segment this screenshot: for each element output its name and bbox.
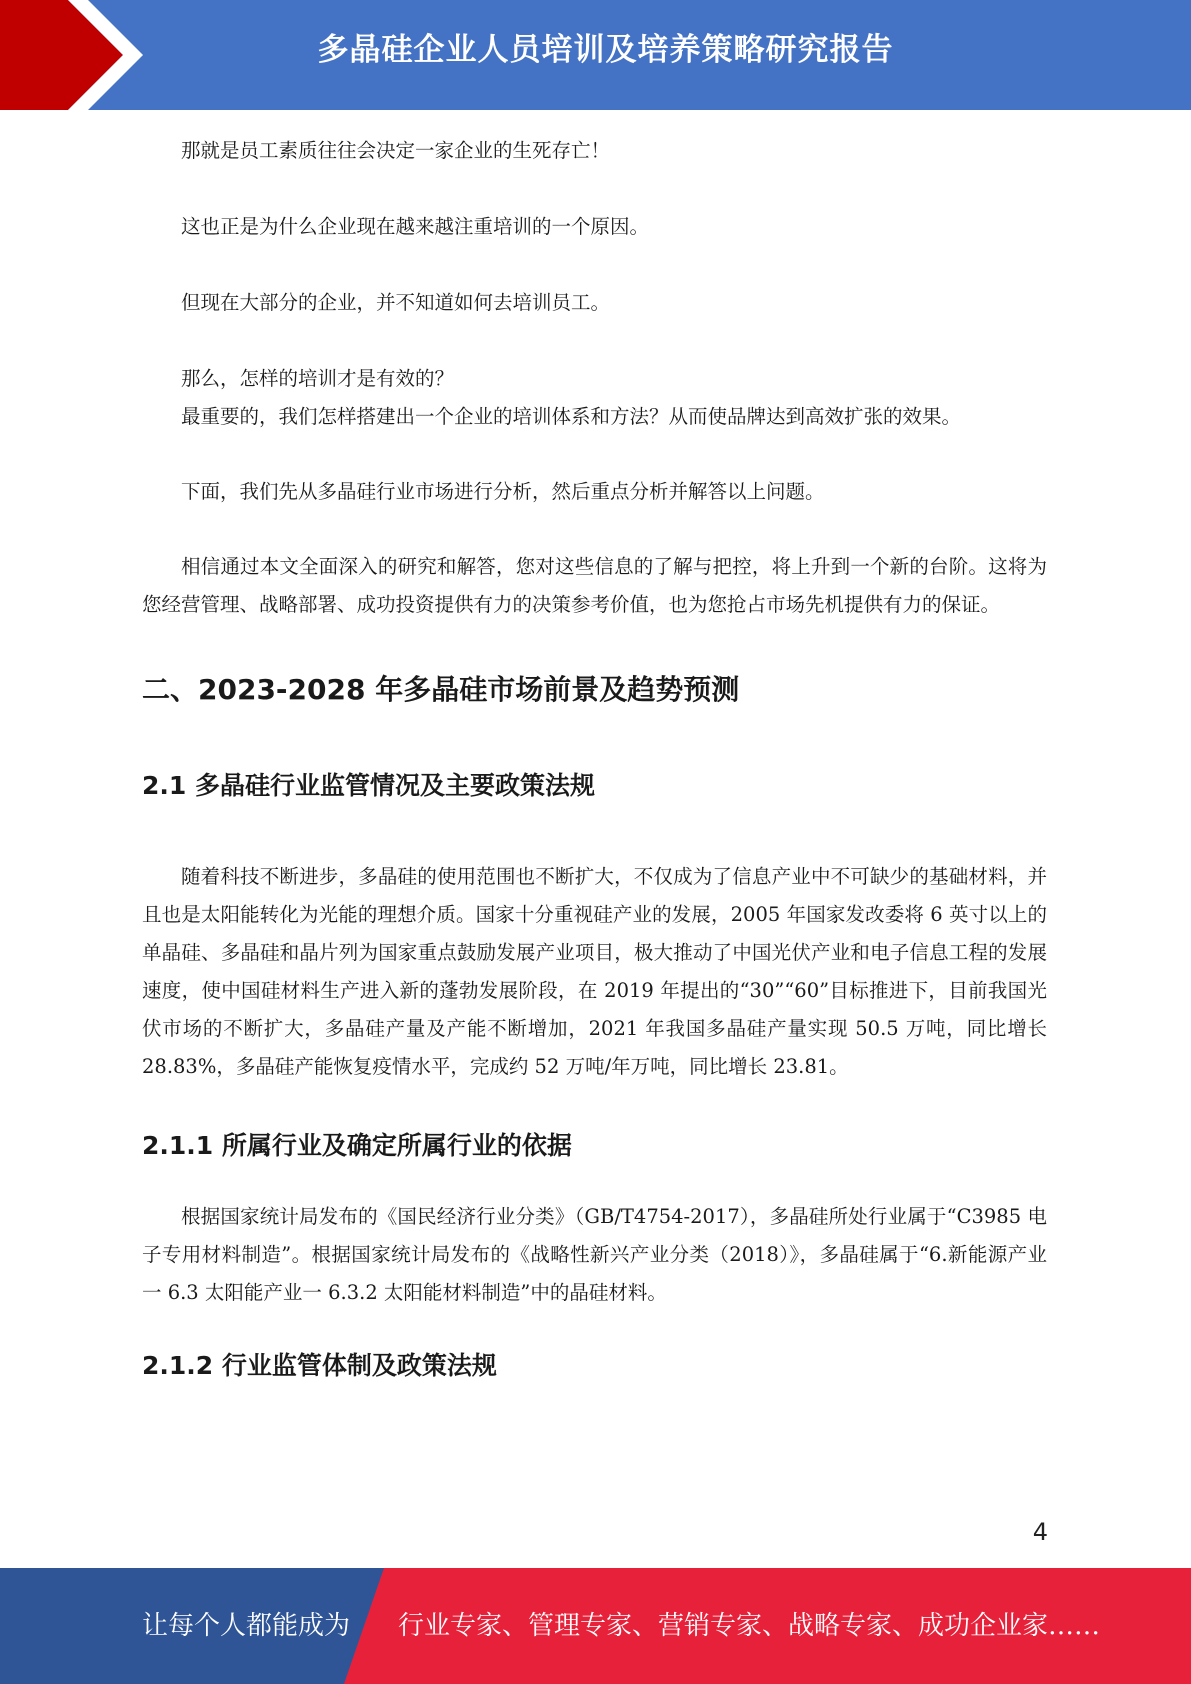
paragraph: 下面，我们先从多晶硅行业市场进行分析，然后重点分析并解答以上问题。 [181,480,825,503]
paragraph: 相信通过本文全面深入的研究和解答，您对这些信息的了解与把控，将上升到一个新的台阶。这将为您经营管理、战略部署、成功投资提供有力的决策参考价值，也为您抢占市场先机提供有力的保证。 [142,555,1047,616]
paragraph: 那就是员工素质往往会决定一家企业的生死存亡！ [181,139,611,162]
page-number: 4 [1032,1518,1048,1546]
paragraph: 随着科技不断进步，多晶硅的使用范围也不断扩大，不仅成为了信息产业中不可缺少的基础材料，并且也是太阳能转化为光能的理想介质。国家十分重视硅产业的发展，2005 年国家发改委将 6 英寸以上的单晶硅、多晶硅和晶片列为国家重点鼓励发展产业项目，极大推动了中国光伏产业和电子信息工程的发展速度，使中国硅材料生产进入新的蓬勃发展阶段，在 2019 年提出的“30”“60”目标推进下，目前我国光伏市场的不断扩大，多晶硅产量及产能不断增加，2021 年我国多晶硅产量实现 50.5 万吨，同比增长 28.83%，多晶硅产能恢复疫情水平，完成约 52 万吨/年万吨，同比增长 23.81。 [142,865,1047,1078]
paragraph: 根据国家统计局发布的《国民经济行业分类》（GB/T4754-2017），多晶硅所处行业属于“C3985 电子专用材料制造”。根据国家统计局发布的《战略性新兴产业分类（2018）》，多晶硅属于“6.新能源产业一 6.3 太阳能产业一 6.3.2 太阳能材料制造”中的晶硅材料。 [142,1205,1047,1304]
subsubsection-heading: 2.1.2 行业监管体制及政策法规 [142,1351,497,1380]
footer-slogan-right: 行业专家、管理专家、营销专家、战略专家、成功企业家…… [398,1611,1101,1641]
document-body [142,132,1047,1384]
document-title: 多晶硅企业人员培训及培养策略研究报告 [317,32,894,68]
paragraph: 那么，怎样的培训才是有效的？ [181,367,455,390]
subsection-heading: 2.1 多晶硅行业监管情况及主要政策法规 [142,771,595,800]
header-banner [0,0,1191,110]
footer-slogan-left: 让每个人都能成为 [142,1611,351,1641]
footer-banner [0,1568,1191,1684]
paragraph: 这也正是为什么企业现在越来越注重培训的一个原因。 [181,215,650,238]
section-heading: 二、2023-2028 年多晶硅市场前景及趋势预测 [142,673,740,706]
subsubsection-heading: 2.1.1 所属行业及确定所属行业的依据 [142,1131,572,1160]
paragraph: 最重要的，我们怎样搭建出一个企业的培训体系和方法？从而使品牌达到高效扩张的效果。 [181,405,962,428]
paragraph: 但现在大部分的企业，并不知道如何去培训员工。 [181,291,611,314]
